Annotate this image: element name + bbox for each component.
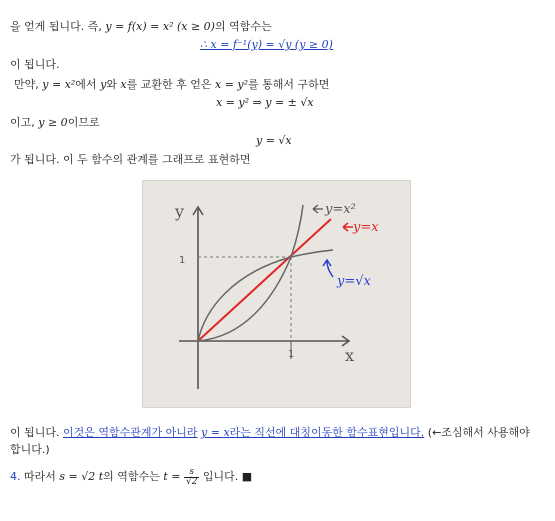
paragraph-7 <box>10 466 252 488</box>
sqrt-label-arrow <box>323 260 333 277</box>
p7-a: 따라서 <box>24 470 56 483</box>
paragraph-6 <box>10 426 530 440</box>
p1-math: y = f(x) = x² (x ≥ 0) <box>105 20 215 33</box>
p4-prefix: 이고, <box>10 116 35 129</box>
p5-text: 가 됩니다. 이 두 함수의 관계를 그래프로 표현하면 <box>10 153 251 166</box>
equation-2 <box>216 96 314 110</box>
p6-note-b: 합니다.) <box>10 443 50 456</box>
p6-underlined-b: 라는 직선에 대칭이동한 함수표현입니다. <box>229 426 425 439</box>
p3-suffix: 를 통해서 구하면 <box>248 78 330 91</box>
tick-x-label: 1 <box>288 349 295 360</box>
p4-math: y ≥ 0 <box>38 116 68 129</box>
p7-b: 의 역함수는 <box>103 470 160 483</box>
sqrt-curve <box>198 250 333 341</box>
graph-photo <box>142 180 411 408</box>
p7-fraction <box>184 468 199 487</box>
square-label-arrow <box>313 205 323 213</box>
p3-math1: y = x² <box>42 78 76 91</box>
p1-text: 을 얻게 됩니다. 즉, <box>10 20 102 33</box>
x-axis-label: x <box>345 346 355 365</box>
paragraph-6-cont <box>10 443 50 457</box>
p3-mid3: 를 교환한 후 얻은 <box>126 78 212 91</box>
paragraph-1 <box>10 20 272 34</box>
p6-note-a: (←조심해서 사용해야 <box>427 426 530 439</box>
identity-label: y=x <box>353 220 379 235</box>
eq2: x = y² ⇒ y = ± √x <box>216 96 314 109</box>
p7-frac-den: √2 <box>185 476 198 487</box>
p6-underlined-a: 이것은 역함수관계가 아니라 <box>63 426 198 439</box>
p7-math1: s = √2 t <box>59 470 104 483</box>
p4-suffix: 이므로 <box>67 116 100 129</box>
square-label: y=x² <box>325 202 356 217</box>
eq3: y = √x <box>256 134 292 147</box>
p6-math: y = x <box>201 426 230 439</box>
p3-mid1: 에서 <box>75 78 97 91</box>
p7-frac-num: s <box>184 468 199 478</box>
tick-y-label: 1 <box>179 255 186 266</box>
equation-3 <box>256 134 292 148</box>
p3-math4: x = y² <box>215 78 249 91</box>
paragraph-2 <box>10 58 60 72</box>
y-axis-label: y <box>175 202 185 221</box>
identity-label-arrow <box>343 223 353 231</box>
paragraph-4 <box>10 116 100 130</box>
paragraph-5 <box>10 153 251 167</box>
p3-math3: x <box>120 78 127 91</box>
p3-math2: y <box>100 78 107 91</box>
eq1: ∴ x = f⁻¹(y) = √y (y ≥ 0) <box>200 38 333 51</box>
p3-mid2: 와 <box>106 78 117 91</box>
end-mark-icon: ■ <box>241 470 253 483</box>
p6-prefix: 이 됩니다. <box>10 426 60 439</box>
p7-math2: t = <box>163 470 181 483</box>
paragraph-3 <box>14 78 329 92</box>
p7-c: 입니다. <box>202 470 239 483</box>
graph-sketch <box>143 181 410 407</box>
p2-text: 이 됩니다. <box>10 58 60 71</box>
p7-number: 4. <box>10 470 21 483</box>
sqrt-label: y=√x <box>337 274 371 289</box>
equation-1 <box>200 38 333 52</box>
p1-suffix: 의 역함수는 <box>214 20 272 33</box>
identity-line <box>198 219 331 341</box>
p3-prefix: 만약, <box>14 78 39 91</box>
